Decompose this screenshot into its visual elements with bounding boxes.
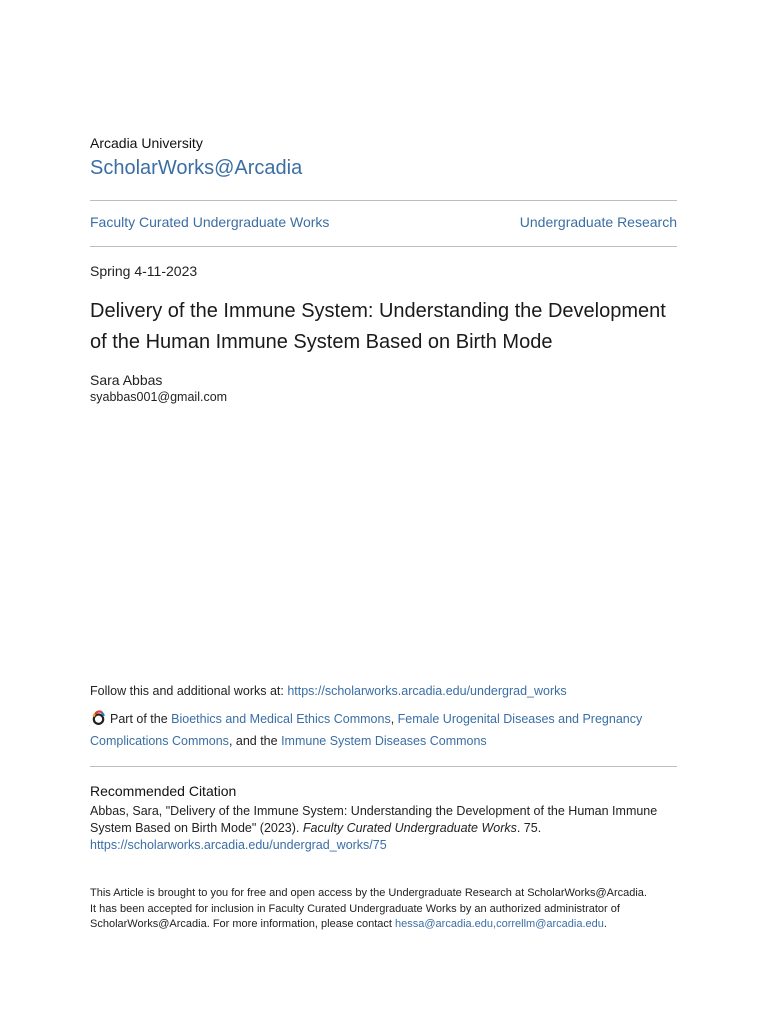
part-of-separator-2: , and the bbox=[228, 734, 282, 748]
part-of-prefix: Part of the bbox=[110, 712, 172, 726]
open-access-icon bbox=[90, 709, 107, 726]
part-of-separator-1: , bbox=[390, 712, 398, 726]
institution-name: Arcadia University bbox=[90, 135, 203, 151]
access-notice bbox=[90, 886, 677, 933]
part-of-section bbox=[90, 708, 677, 752]
citation-divider bbox=[90, 766, 677, 767]
contact-email-link[interactable]: hessa@arcadia.edu,correllm@arcadia.edu bbox=[395, 918, 604, 930]
citation-line-1: Abbas, Sara, "Delivery of the Immune System: Understanding the Development of the Human Immune bbox=[90, 804, 658, 818]
nav-divider bbox=[90, 246, 677, 247]
female-urogenital-commons-link[interactable]: Female Urogenital Diseases and Pregnancy bbox=[397, 712, 643, 726]
notice-line-2: It has been accepted for inclusion in Faculty Curated Undergraduate Works by an authorized administrator of bbox=[90, 902, 620, 915]
part-of-line-1 bbox=[90, 708, 677, 730]
author-name: Sara Abbas bbox=[90, 372, 163, 388]
notice-line-3-suffix: . bbox=[603, 918, 607, 930]
citation-series: Faculty Curated Undergraduate Works bbox=[302, 821, 517, 835]
author-email: syabbas001@gmail.com bbox=[90, 390, 228, 404]
citation-text bbox=[90, 803, 677, 854]
follow-line bbox=[90, 684, 677, 698]
notice-line-3 bbox=[90, 917, 677, 933]
bioethics-commons-link[interactable]: Bioethics and Medical Ethics Commons bbox=[171, 712, 391, 726]
undergraduate-research-link[interactable]: Undergraduate Research bbox=[519, 214, 677, 230]
citation-plain: System Based on Birth Mode" (2023). bbox=[90, 821, 303, 835]
citation-line-2 bbox=[90, 820, 677, 837]
collection-nav bbox=[90, 214, 677, 230]
article-title-line-1: Delivery of the Immune System: Understanding the Development bbox=[90, 300, 666, 322]
article-title bbox=[90, 296, 677, 358]
citation-number: . 75. bbox=[516, 821, 542, 835]
top-divider bbox=[90, 200, 677, 201]
immune-system-commons-link[interactable]: Immune System Diseases Commons bbox=[281, 734, 487, 748]
follow-url-link[interactable]: https://scholarworks.arcadia.edu/undergrad_works bbox=[287, 684, 567, 698]
publication-date: Spring 4-11-2023 bbox=[90, 263, 198, 279]
repository-link[interactable]: ScholarWorks@Arcadia bbox=[90, 157, 303, 179]
follow-prefix: Follow this and additional works at: bbox=[90, 684, 288, 698]
faculty-works-link[interactable]: Faculty Curated Undergraduate Works bbox=[90, 214, 330, 230]
part-of-line-2 bbox=[90, 730, 677, 752]
recommended-citation-heading: Recommended Citation bbox=[90, 783, 237, 799]
citation-url-link[interactable]: https://scholarworks.arcadia.edu/undergrad_works/75 bbox=[90, 838, 387, 852]
notice-line-1: This Article is brought to you for free and open access by the Undergraduate Research at ScholarWorks@Arcadia. bbox=[90, 887, 647, 899]
notice-line-3-prefix: ScholarWorks@Arcadia. For more information, please contact bbox=[90, 918, 396, 930]
female-urogenital-commons-link-cont[interactable]: Complications Commons bbox=[90, 734, 229, 748]
article-title-line-2: of the Human Immune System Based on Birth Mode bbox=[90, 331, 553, 353]
